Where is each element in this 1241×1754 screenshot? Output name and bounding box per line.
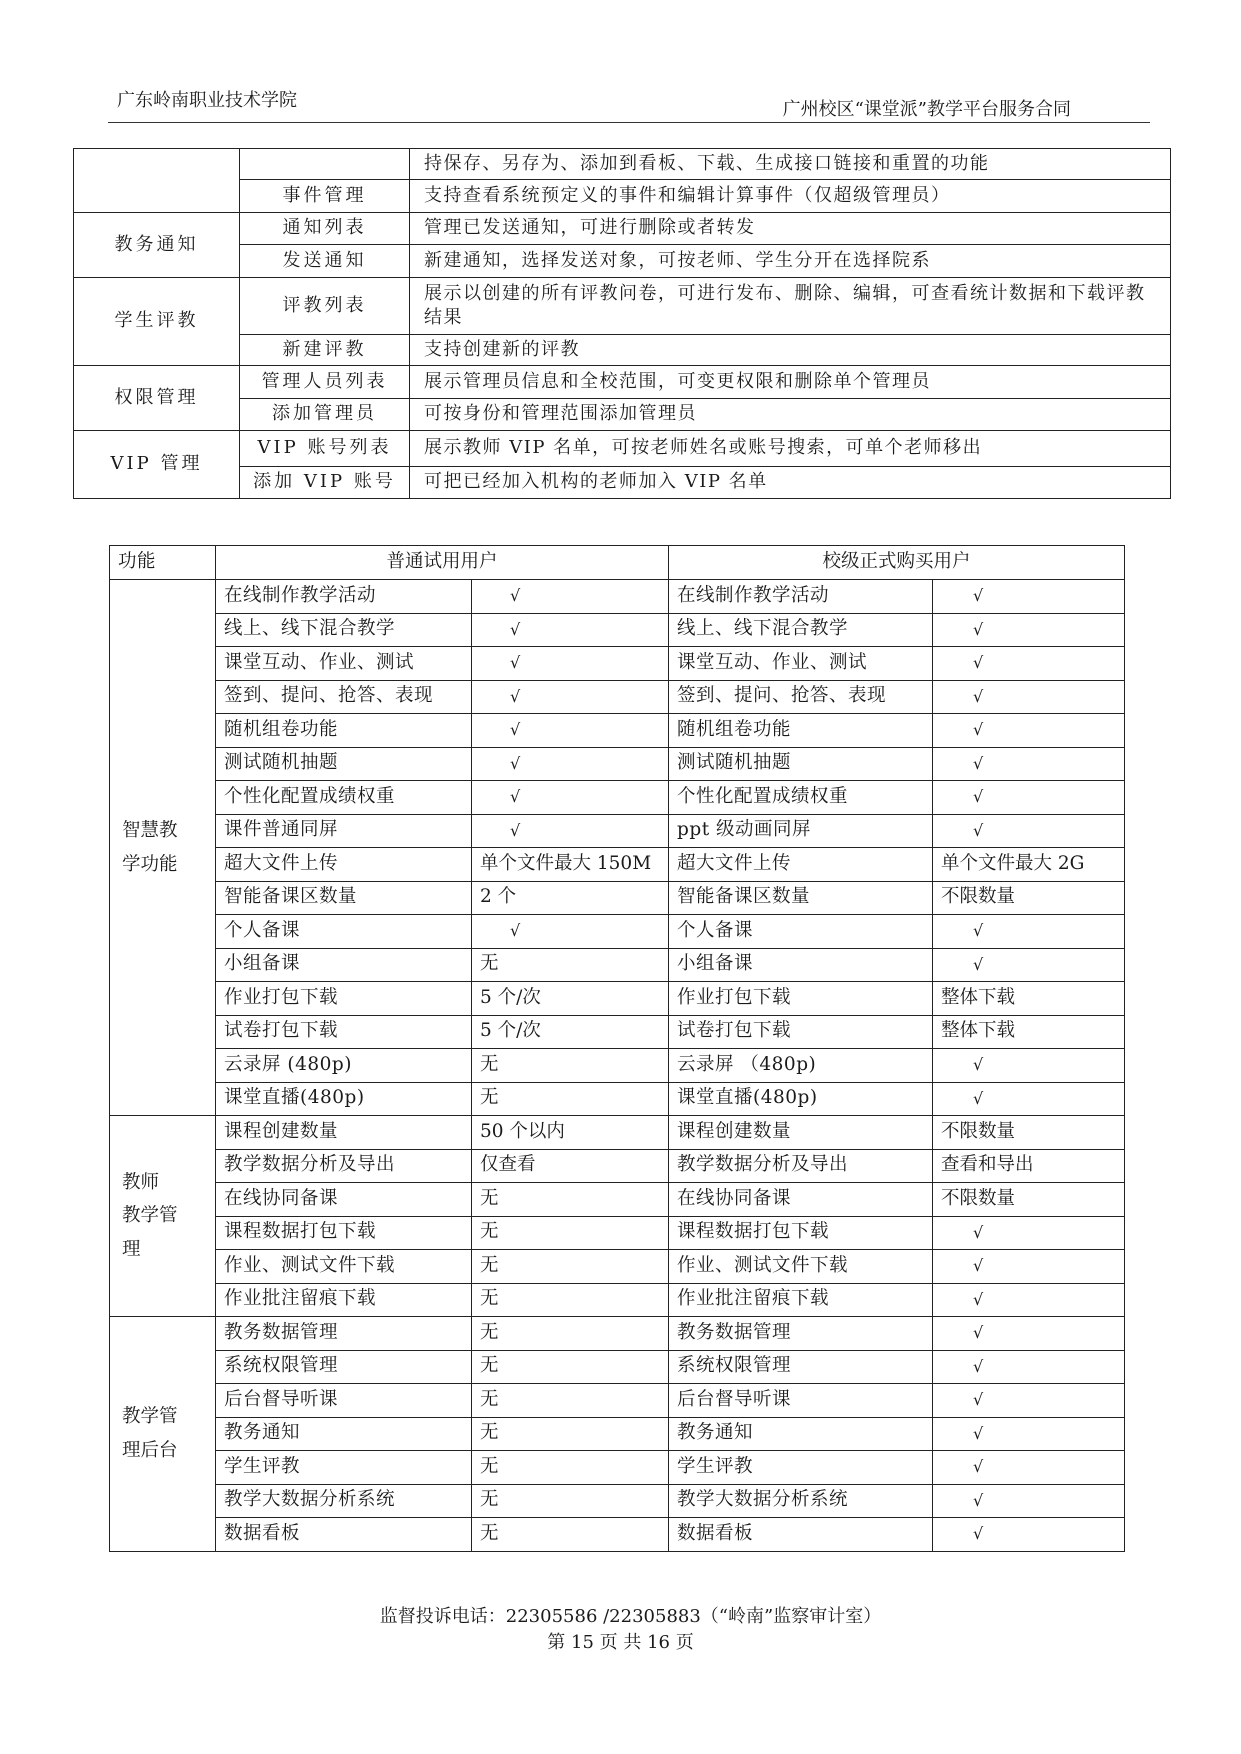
trial-value-cell: 仅查看 — [472, 1149, 669, 1183]
paid-feature-cell: 小组备课 — [669, 948, 933, 982]
table-row — [110, 1417, 1125, 1451]
paid-feature-cell: 系统权限管理 — [669, 1350, 933, 1384]
group-label-cell — [110, 1317, 216, 1552]
paid-value-cell: 不限数量 — [933, 881, 1125, 915]
trial-feature-cell: 课堂互动、作业、测试 — [216, 647, 472, 681]
subfunction-cell: 管理人员列表 — [240, 366, 410, 399]
table-row — [110, 1149, 1125, 1183]
subfunction-cell: 发送通知 — [240, 245, 410, 278]
trial-feature-cell: 在线协同备课 — [216, 1183, 472, 1217]
paid-value-cell: √ — [933, 613, 1125, 647]
trial-feature-cell: 试卷打包下载 — [216, 1015, 472, 1049]
paid-value-cell: √ — [933, 948, 1125, 982]
paid-feature-cell: 云录屏 （480p) — [669, 1049, 933, 1083]
table-row — [110, 1049, 1125, 1083]
paid-feature-cell: 在线制作教学活动 — [669, 580, 933, 614]
trial-value-cell: 5 个/次 — [472, 1015, 669, 1049]
table-row — [110, 1116, 1125, 1150]
header-rule — [108, 122, 1150, 123]
trial-feature-cell: 测试随机抽题 — [216, 747, 472, 781]
paid-feature-cell: 随机组卷功能 — [669, 714, 933, 748]
description-cell: 展示教师 VIP 名单，可按老师姓名或账号搜索，可单个老师移出 — [410, 431, 1171, 467]
trial-value-cell: √ — [472, 747, 669, 781]
paid-value-cell: √ — [933, 1451, 1125, 1485]
trial-value-cell: √ — [472, 915, 669, 949]
table-row — [110, 1484, 1125, 1518]
paid-value-cell: √ — [933, 1049, 1125, 1083]
table-row — [110, 1283, 1125, 1317]
paid-value-cell: √ — [933, 1384, 1125, 1418]
header-school: 广东岭南职业技术学院 — [117, 90, 297, 111]
paid-feature-cell: 课程数据打包下载 — [669, 1216, 933, 1250]
trial-feature-cell: 学生评教 — [216, 1451, 472, 1485]
trial-feature-cell: 作业打包下载 — [216, 982, 472, 1016]
paid-value-cell: √ — [933, 747, 1125, 781]
table-row — [110, 580, 1125, 614]
trial-value-cell: √ — [472, 781, 669, 815]
table-row — [110, 1183, 1125, 1217]
admin-function-table — [73, 148, 1171, 499]
trial-feature-cell: 在线制作教学活动 — [216, 580, 472, 614]
trial-value-cell: 无 — [472, 1417, 669, 1451]
table-row — [110, 680, 1125, 714]
trial-value-cell: √ — [472, 647, 669, 681]
paid-feature-cell: 教务数据管理 — [669, 1317, 933, 1351]
trial-value-cell: 2 个 — [472, 881, 669, 915]
paid-feature-cell: 作业批注留痕下载 — [669, 1283, 933, 1317]
table-row — [110, 1518, 1125, 1552]
paid-value-cell: √ — [933, 915, 1125, 949]
paid-value-cell: √ — [933, 1082, 1125, 1116]
trial-feature-cell: 超大文件上传 — [216, 848, 472, 882]
paid-value-cell: √ — [933, 714, 1125, 748]
paid-feature-cell: 教务通知 — [669, 1417, 933, 1451]
category-cell: 权限管理 — [74, 366, 240, 431]
paid-value-cell: 单个文件最大 2G — [933, 848, 1125, 882]
header-contract-title: 广州校区“课堂派”教学平台服务合同 — [782, 99, 1071, 120]
trial-value-cell: √ — [472, 714, 669, 748]
paid-value-cell: √ — [933, 781, 1125, 815]
table-header-row — [110, 546, 1125, 580]
table-row — [110, 714, 1125, 748]
table-row — [110, 848, 1125, 882]
paid-value-cell: √ — [933, 1283, 1125, 1317]
subfunction-cell: 通知列表 — [240, 213, 410, 245]
trial-feature-cell: 智能备课区数量 — [216, 881, 472, 915]
table-row — [74, 366, 1171, 399]
paid-value-cell: √ — [933, 1417, 1125, 1451]
trial-value-cell: 50 个以内 — [472, 1116, 669, 1150]
description-cell: 展示以创建的所有评教问卷，可进行发布、删除、编辑，可查看统计数据和下载评教结果 — [410, 278, 1171, 335]
paid-feature-cell: 教学大数据分析系统 — [669, 1484, 933, 1518]
table-row — [110, 814, 1125, 848]
trial-feature-cell: 线上、线下混合教学 — [216, 613, 472, 647]
column-header-trial-user: 普通试用用户 — [216, 546, 669, 580]
footer-complaint-line: 监督投诉电话：22305586 /22305883（“岭南”监察审计室） — [379, 1606, 882, 1627]
trial-feature-cell: 课件普通同屏 — [216, 814, 472, 848]
paid-feature-cell: 测试随机抽题 — [669, 747, 933, 781]
table-row — [74, 213, 1171, 245]
trial-feature-cell: 云录屏 (480p) — [216, 1049, 472, 1083]
paid-feature-cell: 在线协同备课 — [669, 1183, 933, 1217]
table-row — [74, 431, 1171, 467]
table-row — [110, 915, 1125, 949]
category-cell: VIP 管理 — [74, 431, 240, 499]
trial-value-cell: 无 — [472, 1317, 669, 1351]
description-cell: 支持创建新的评教 — [410, 335, 1171, 366]
paid-value-cell: 整体下载 — [933, 1015, 1125, 1049]
description-cell: 支持查看系统预定义的事件和编辑计算事件（仅超级管理员） — [410, 180, 1171, 213]
trial-feature-cell: 作业批注留痕下载 — [216, 1283, 472, 1317]
column-header-function: 功能 — [110, 546, 216, 580]
group-label-line: 教师 — [122, 1172, 160, 1194]
paid-value-cell: √ — [933, 1317, 1125, 1351]
paid-value-cell: √ — [933, 647, 1125, 681]
trial-feature-cell: 个人备课 — [216, 915, 472, 949]
subfunction-cell: 添加管理员 — [240, 399, 410, 431]
description-cell: 展示管理员信息和全校范围，可变更权限和删除单个管理员 — [410, 366, 1171, 399]
paid-feature-cell: 智能备课区数量 — [669, 881, 933, 915]
trial-feature-cell: 小组备课 — [216, 948, 472, 982]
paid-value-cell: √ — [933, 580, 1125, 614]
paid-feature-cell: 个性化配置成绩权重 — [669, 781, 933, 815]
paid-value-cell: 不限数量 — [933, 1183, 1125, 1217]
trial-value-cell: 无 — [472, 1518, 669, 1552]
paid-value-cell: √ — [933, 1350, 1125, 1384]
subfunction-cell: 新建评教 — [240, 335, 410, 366]
group-label-cell — [110, 1116, 216, 1317]
table-row — [110, 982, 1125, 1016]
trial-feature-cell: 数据看板 — [216, 1518, 472, 1552]
table-row — [110, 1250, 1125, 1284]
group-label-line: 理后台 — [122, 1439, 178, 1461]
table-row — [110, 1384, 1125, 1418]
trial-value-cell: 无 — [472, 1183, 669, 1217]
trial-feature-cell: 签到、提问、抢答、表现 — [216, 680, 472, 714]
category-cell: 学生评教 — [74, 278, 240, 366]
trial-value-cell: 无 — [472, 1082, 669, 1116]
trial-value-cell: √ — [472, 814, 669, 848]
trial-value-cell: √ — [472, 580, 669, 614]
table-row — [74, 149, 1171, 180]
paid-feature-cell: 作业打包下载 — [669, 982, 933, 1016]
trial-value-cell: 无 — [472, 1283, 669, 1317]
group-label-line: 学功能 — [122, 853, 178, 875]
paid-value-cell: √ — [933, 1216, 1125, 1250]
trial-feature-cell: 课堂直播(480p) — [216, 1082, 472, 1116]
paid-feature-cell: 学生评教 — [669, 1451, 933, 1485]
paid-feature-cell: 后台督导听课 — [669, 1384, 933, 1418]
trial-value-cell: √ — [472, 613, 669, 647]
table-row — [110, 647, 1125, 681]
trial-feature-cell: 后台督导听课 — [216, 1384, 472, 1418]
table-row — [110, 1317, 1125, 1351]
paid-feature-cell: 课程创建数量 — [669, 1116, 933, 1150]
paid-value-cell: 不限数量 — [933, 1116, 1125, 1150]
trial-feature-cell: 个性化配置成绩权重 — [216, 781, 472, 815]
description-cell: 新建通知，选择发送对象，可按老师、学生分开在选择院系 — [410, 245, 1171, 278]
trial-feature-cell: 课程数据打包下载 — [216, 1216, 472, 1250]
table-row — [110, 747, 1125, 781]
paid-value-cell: √ — [933, 680, 1125, 714]
trial-feature-cell: 系统权限管理 — [216, 1350, 472, 1384]
trial-feature-cell: 课程创建数量 — [216, 1116, 472, 1150]
trial-feature-cell: 随机组卷功能 — [216, 714, 472, 748]
trial-value-cell: 无 — [472, 1350, 669, 1384]
trial-feature-cell: 教学数据分析及导出 — [216, 1149, 472, 1183]
group-label-line: 智慧教 — [122, 820, 178, 842]
subfunction-cell: VIP 账号列表 — [240, 431, 410, 467]
trial-value-cell: 无 — [472, 1384, 669, 1418]
group-label-cell — [110, 580, 216, 1116]
group-label-line: 教学管 — [122, 1406, 178, 1428]
paid-value-cell: √ — [933, 1250, 1125, 1284]
category-cell — [74, 149, 240, 213]
trial-feature-cell: 教务数据管理 — [216, 1317, 472, 1351]
paid-feature-cell: 线上、线下混合教学 — [669, 613, 933, 647]
trial-value-cell: 无 — [472, 1250, 669, 1284]
subfunction-cell: 评教列表 — [240, 278, 410, 335]
subfunction-cell: 添加 VIP 账号 — [240, 467, 410, 499]
paid-feature-cell: 超大文件上传 — [669, 848, 933, 882]
table-row — [110, 1350, 1125, 1384]
subfunction-cell — [240, 149, 410, 180]
group-label-line: 教学管 — [122, 1205, 178, 1227]
feature-comparison-table — [109, 545, 1125, 1552]
paid-feature-cell: 作业、测试文件下载 — [669, 1250, 933, 1284]
group-label-line: 理 — [122, 1238, 141, 1260]
paid-value-cell: √ — [933, 1518, 1125, 1552]
description-cell: 持保存、另存为、添加到看板、下载、生成接口链接和重置的功能 — [410, 149, 1171, 180]
trial-value-cell: 无 — [472, 1451, 669, 1485]
trial-feature-cell: 教务通知 — [216, 1417, 472, 1451]
paid-feature-cell: 试卷打包下载 — [669, 1015, 933, 1049]
table-row — [110, 781, 1125, 815]
category-cell: 教务通知 — [74, 213, 240, 278]
table-row — [110, 948, 1125, 982]
paid-feature-cell: 签到、提问、抢答、表现 — [669, 680, 933, 714]
paid-value-cell: √ — [933, 1484, 1125, 1518]
paid-feature-cell: ppt 级动画同屏 — [669, 814, 933, 848]
trial-value-cell: 无 — [472, 1484, 669, 1518]
paid-feature-cell: 个人备课 — [669, 915, 933, 949]
trial-value-cell: 5 个/次 — [472, 982, 669, 1016]
table-row — [110, 881, 1125, 915]
trial-value-cell: √ — [472, 680, 669, 714]
description-cell: 可把已经加入机构的老师加入 VIP 名单 — [410, 467, 1171, 499]
paid-value-cell: √ — [933, 814, 1125, 848]
paid-feature-cell: 课堂直播(480p) — [669, 1082, 933, 1116]
table-row — [74, 278, 1171, 335]
trial-value-cell: 无 — [472, 948, 669, 982]
table-row — [110, 1015, 1125, 1049]
paid-value-cell: 查看和导出 — [933, 1149, 1125, 1183]
table-row — [110, 1082, 1125, 1116]
trial-value-cell: 无 — [472, 1216, 669, 1250]
description-cell: 管理已发送通知，可进行删除或者转发 — [410, 213, 1171, 245]
paid-value-cell: 整体下载 — [933, 982, 1125, 1016]
trial-value-cell: 无 — [472, 1049, 669, 1083]
description-cell: 可按身份和管理范围添加管理员 — [410, 399, 1171, 431]
paid-feature-cell: 课堂互动、作业、测试 — [669, 647, 933, 681]
trial-feature-cell: 教学大数据分析系统 — [216, 1484, 472, 1518]
subfunction-cell: 事件管理 — [240, 180, 410, 213]
table-row — [110, 613, 1125, 647]
trial-feature-cell: 作业、测试文件下载 — [216, 1250, 472, 1284]
paid-feature-cell: 数据看板 — [669, 1518, 933, 1552]
page-number: 第 15 页 共 16 页 — [547, 1632, 694, 1653]
paid-feature-cell: 教学数据分析及导出 — [669, 1149, 933, 1183]
trial-value-cell: 单个文件最大 150M — [472, 848, 669, 882]
table-row — [110, 1451, 1125, 1485]
table-row — [110, 1216, 1125, 1250]
column-header-paid-user: 校级正式购买用户 — [669, 546, 1125, 580]
